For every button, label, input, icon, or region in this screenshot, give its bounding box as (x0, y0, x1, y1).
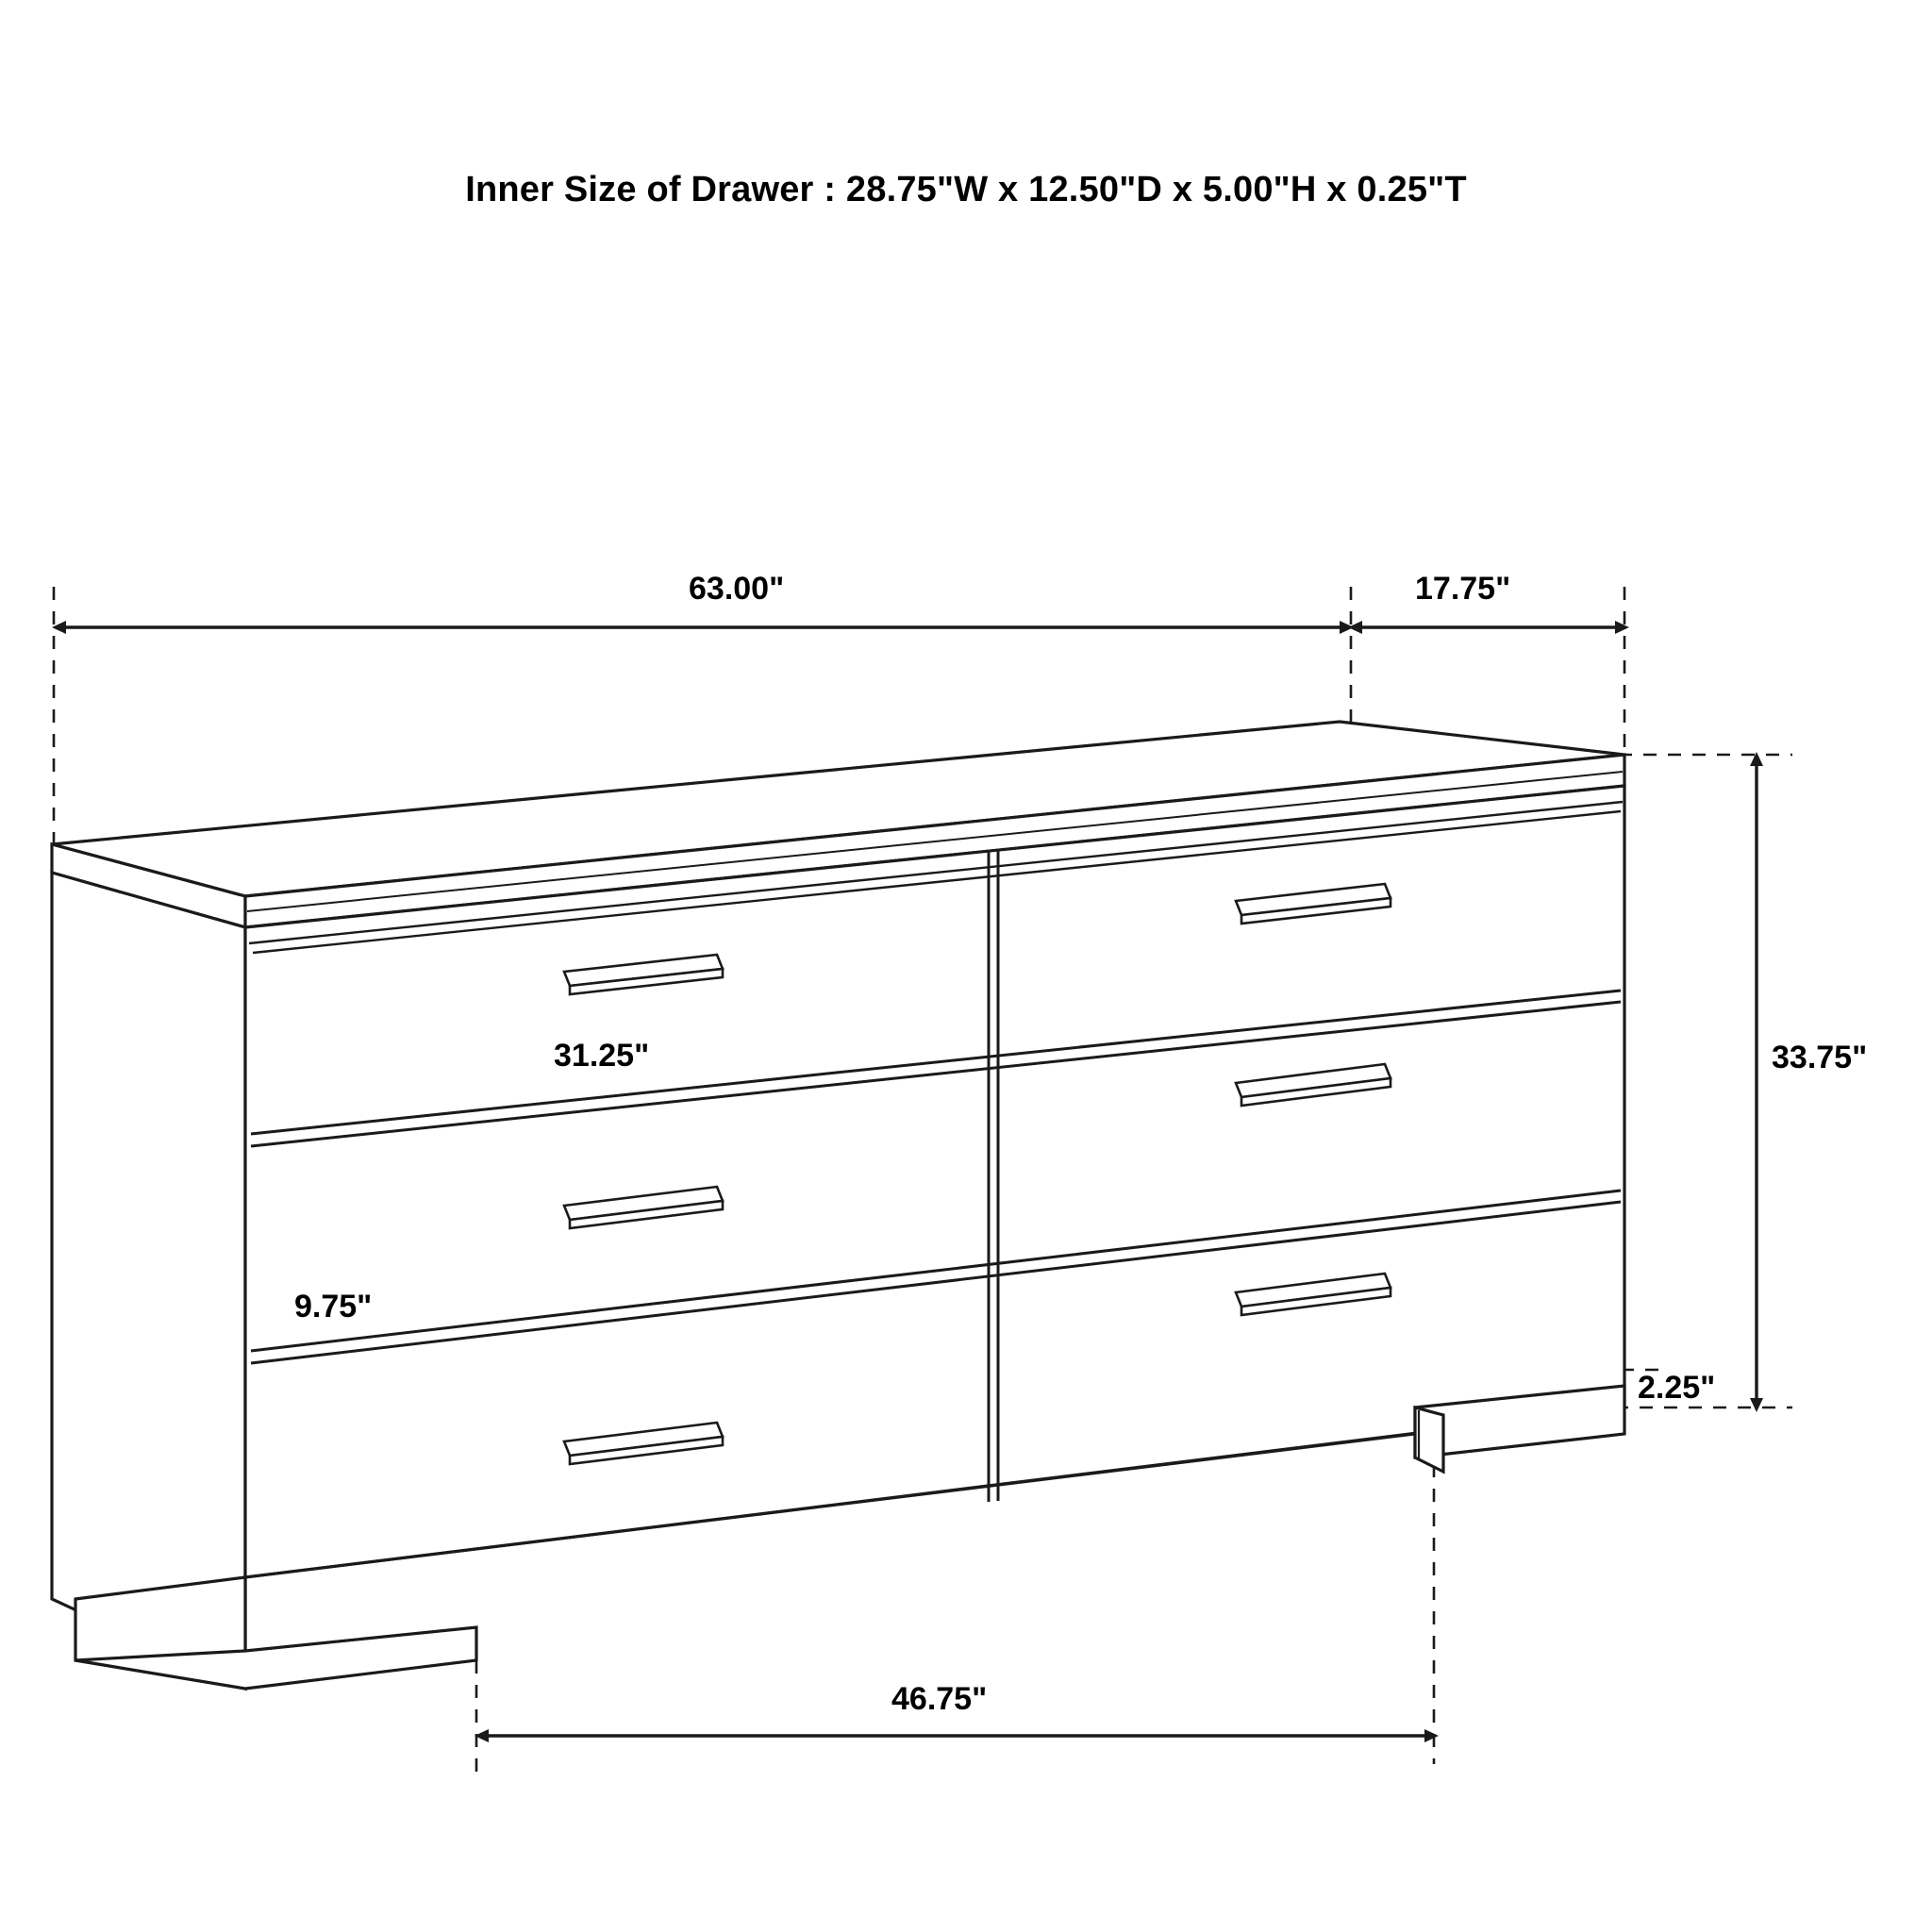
label-base-width: 46.75" (891, 1681, 988, 1717)
dresser-left-side (52, 873, 245, 1689)
dresser-illustration (52, 722, 1624, 1689)
label-drawer-front-width: 31.25" (554, 1038, 650, 1074)
page-title: Inner Size of Drawer : 28.75"W x 12.50"D x 5.00"H x 0.25"T (465, 170, 1467, 209)
label-drawer-front-height: 9.75" (294, 1289, 373, 1324)
label-depth: 17.75" (1415, 571, 1511, 607)
label-overall-height: 33.75" (1772, 1040, 1868, 1075)
label-overall-width: 63.00" (689, 571, 785, 607)
label-base-height: 2.25" (1638, 1370, 1716, 1406)
